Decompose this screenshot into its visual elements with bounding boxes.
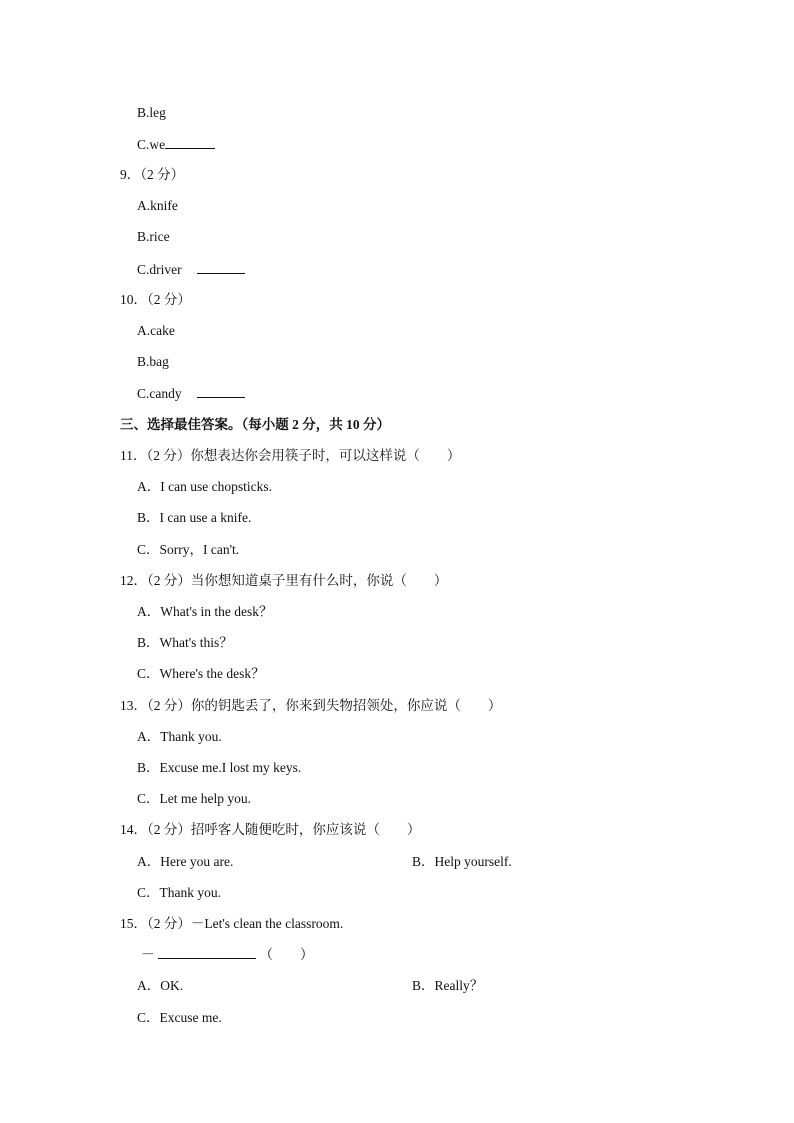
answer-blank[interactable]: [165, 135, 215, 149]
q12-option-a[interactable]: A．What's in the desk？: [137, 604, 273, 619]
q11-option-b[interactable]: B．I can use a knife.: [137, 510, 252, 525]
q15-title: 15．（2 分）－Let's clean the classroom.: [120, 916, 344, 931]
q9-option-c: [137, 260, 245, 279]
q14-option-c[interactable]: C．Thank you.: [137, 885, 221, 900]
q9-option-a-text: A.knife: [137, 198, 178, 213]
q10-option-c-text: C.candy: [137, 386, 182, 401]
q12-option-c[interactable]: C．Where's the desk？: [137, 666, 265, 681]
q10-title: 10．（2 分）: [120, 292, 191, 307]
q15-paren: （ ）: [259, 947, 314, 962]
q9-option-c-text: C.driver: [137, 262, 182, 277]
q15-option-a[interactable]: A．OK.: [137, 978, 184, 993]
q14-option-b[interactable]: B．Help yourself.: [412, 854, 512, 869]
q8-option-b-text: B.leg: [137, 105, 166, 120]
q8-option-c: [137, 135, 215, 154]
section-heading: 三、选择最佳答案。（每小题 2 分，共 10 分）: [120, 417, 390, 432]
q13-option-a[interactable]: A．Thank you.: [137, 729, 222, 744]
q9-option-b: [137, 228, 170, 246]
q15-option-b[interactable]: B．Really？: [412, 978, 484, 993]
answer-blank[interactable]: [197, 260, 245, 274]
q9-option-b-text: B.rice: [137, 229, 170, 244]
q14-title: 14．（2 分）招呼客人随便吃时，你应该说（ ）: [120, 822, 421, 837]
q12-option-b[interactable]: B．What's this？: [137, 635, 233, 650]
q8-option-c-text: C.we: [137, 137, 166, 152]
q11-title: 11．（2 分）你想表达你会用筷子时，可以这样说（ ）: [120, 448, 461, 463]
q15-answer-line: [141, 945, 314, 964]
q13-title: 13．（2 分）你的钥匙丢了，你来到失物招领处，你应说（ ）: [120, 698, 502, 713]
q12-title: 12．（2 分）当你想知道桌子里有什么时，你说（ ）: [120, 573, 448, 588]
answer-blank[interactable]: [158, 945, 256, 959]
q10-option-a-text: A.cake: [137, 323, 175, 338]
q11-option-a[interactable]: A．I can use chopsticks.: [137, 479, 272, 494]
q9-option-a: [137, 197, 178, 215]
answer-blank[interactable]: [197, 384, 245, 398]
q10-option-c: [137, 384, 245, 403]
q11-option-c[interactable]: C．Sorry，I can't.: [137, 542, 240, 557]
q15-option-c[interactable]: C．Excuse me.: [137, 1010, 222, 1025]
q10-option-a: [137, 322, 175, 340]
q10-option-b-text: B.bag: [137, 354, 169, 369]
q13-option-b[interactable]: B．Excuse me.I lost my keys.: [137, 760, 302, 775]
q14-option-a[interactable]: A．Here you are.: [137, 854, 234, 869]
q15-dash: －: [141, 947, 155, 962]
q9-title: 9．（2 分）: [120, 167, 185, 182]
q8-option-b: [137, 104, 166, 122]
q10-option-b: [137, 353, 169, 371]
q13-option-c[interactable]: C．Let me help you.: [137, 791, 251, 806]
